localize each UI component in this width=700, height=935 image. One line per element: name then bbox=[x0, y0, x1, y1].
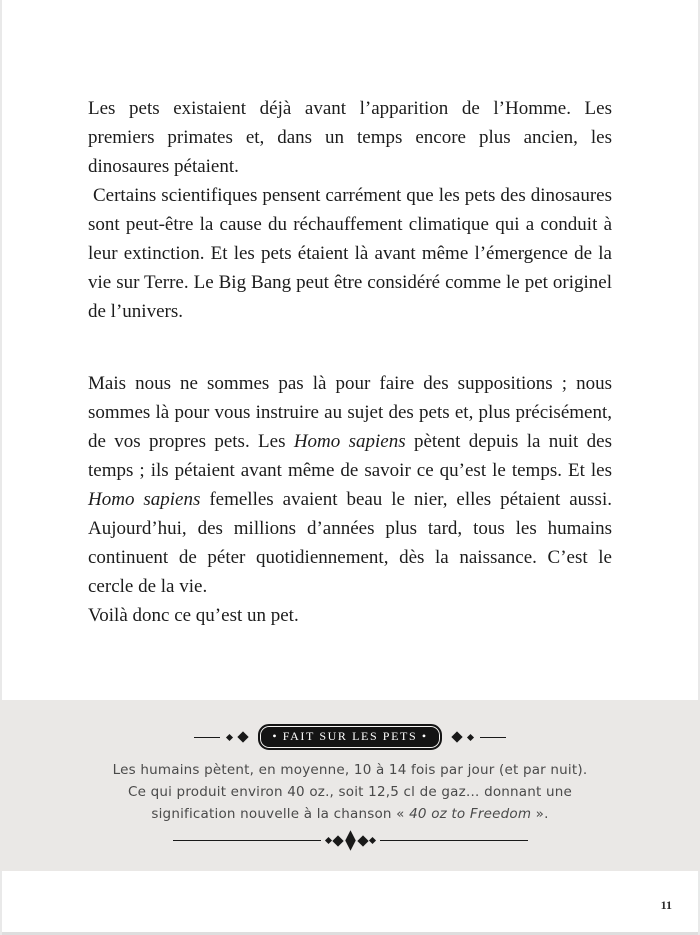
flourish-line-left bbox=[194, 737, 220, 738]
fact-line-3 bbox=[0, 803, 700, 825]
diamond-icon bbox=[324, 837, 331, 844]
fact-line-2: Ce qui produit environ 40 oz., soit 12,5 cl de gaz… donnant une bbox=[127, 784, 573, 800]
paragraph-1: Les pets existaient déjà avant l’apparition de l’Homme. Les premiers primates et, dans un temps encore plus ancien, les dinosaures pétaient. bbox=[88, 98, 612, 177]
diamond-icon bbox=[357, 835, 368, 846]
fact-box-title-badge: • FAIT SUR LES PETS • bbox=[258, 724, 441, 750]
diamond-icon bbox=[345, 830, 356, 851]
latin-term: Homo sapiens bbox=[88, 489, 201, 510]
diamond-icon bbox=[451, 731, 462, 742]
paragraph-4: Voilà donc ce qu’est un pet. bbox=[88, 605, 299, 626]
diamond-icon bbox=[368, 837, 375, 844]
fact-line-3-text: ». bbox=[531, 806, 549, 822]
diamond-icon bbox=[332, 835, 343, 846]
fact-box-header bbox=[0, 700, 700, 750]
divider-line-right bbox=[380, 840, 528, 842]
paragraph-3-text: pètent depuis la nuit des temps ; ils pétaient avant même de savoir ce qu’est le temps. Et les bbox=[88, 431, 612, 481]
fact-line-1: Les humains pètent, en moyenne, 10 à 14 fois par jour (et par nuit). bbox=[112, 762, 588, 778]
diamond-icon bbox=[467, 733, 474, 740]
divider-line-left bbox=[173, 840, 321, 842]
paragraph-3-text: Mais nous ne sommes pas là pour faire des suppositions ; nous sommes là pour vous instruire au sujet des pets et, plus précisément, de vos propres pets. Les bbox=[88, 373, 612, 452]
paragraph-3 bbox=[88, 369, 612, 601]
page-number: 11 bbox=[660, 898, 672, 912]
decorative-divider bbox=[0, 835, 700, 846]
diamond-icon bbox=[238, 731, 249, 742]
paragraph-2: Certains scientifiques pensent carrément que les pets des dinosaures sont peut-être la cause du réchauffement climatique qui a conduit à leur extinction. Et les pets étaient là avant même l’émergence de la vie sur Terre. Le Big Bang peut être considéré comme le pet originel de l’univers. bbox=[88, 185, 612, 322]
fact-box-text bbox=[0, 759, 700, 825]
latin-term: Homo sapiens bbox=[293, 431, 406, 452]
diamond-cluster bbox=[326, 835, 375, 846]
flourish-line-right bbox=[480, 737, 506, 738]
paragraph-3-text: femelles avaient beau le nier, elles pétaient aussi. Aujourd’hui, des millions d’années plus tard, tous les humains continuent de péter quotidiennement, dès la naissance. C’est le cercle de la vie. bbox=[88, 489, 612, 597]
fact-line-3-text: signification nouvelle à la chanson « bbox=[151, 806, 410, 822]
song-title: 40 oz to Freedom bbox=[409, 806, 532, 822]
fact-box bbox=[0, 700, 700, 871]
diamond-icon bbox=[226, 733, 233, 740]
